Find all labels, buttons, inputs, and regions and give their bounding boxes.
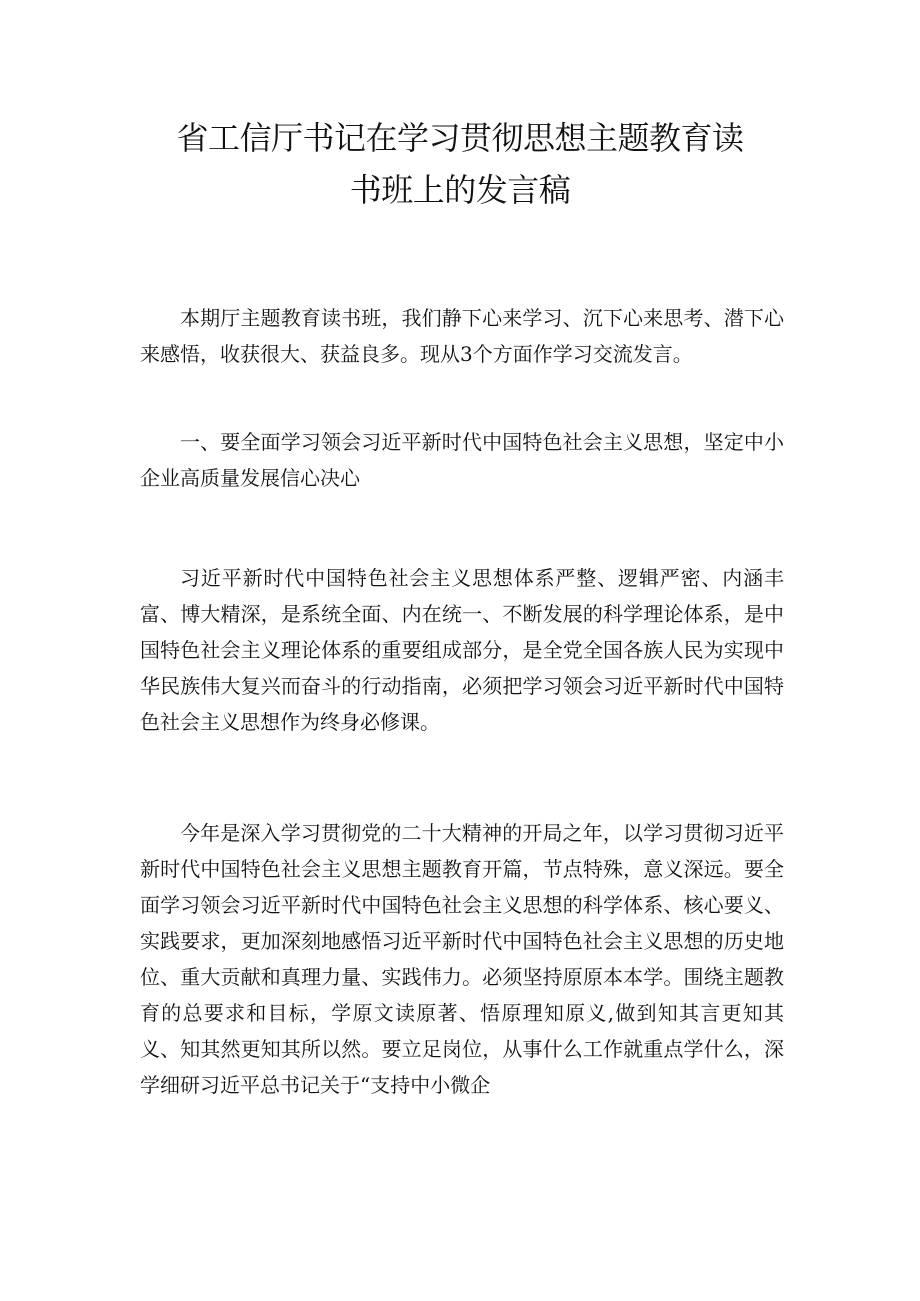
paragraph-intro: 本期厅主题教育读书班，我们静下心来学习、沉下心来思考、潜下心来感悟，收获很大、获益良多。现从3个方面作学习交流发言。 xyxy=(140,306,784,366)
section-heading-1: 一、要全面学习领会习近平新时代中国特色社会主义思想，坚定中小企业高质量发展信心决心 xyxy=(140,430,784,490)
title-line-1: 省工信厅书记在学习贯彻思想主题教育读 xyxy=(176,119,744,157)
document-title xyxy=(140,112,780,216)
title-line-2: 书班上的发言稿 xyxy=(349,171,571,209)
paragraph-body: 今年是深入学习贯彻党的二十大精神的开局之年，以学习贯彻习近平新时代中国特色社会主义思想主题教育开篇，节点特殊，意义深远。要全面学习领会习近平新时代中国特色社会主义思想的科学体系、核心要义、实践要求，更加深刻地感悟习近平新时代中国特色社会主义思想的历史地位、重大贡献和真理力量、实践伟力。必须坚持原原本本学。围绕主题教育的总要求和目标，学原文读原著、悟原理知原义,做到知其言更知其义、知其然更知其所以然。要立足岗位，从事什么工作就重点学什么，深学细研习近平总书记关于“支持中小微企 xyxy=(140,821,784,1097)
paragraph-body: 习近平新时代中国特色社会主义思想体系严整、逻辑严密、内涵丰富、博大精深，是系统全面、内在统一、不断发展的科学理论体系，是中国特色社会主义理论体系的重要组成部分，是全党全国各族人民为实现中华民族伟大复兴而奋斗的行动指南，必须把学习领会习近平新时代中国特色社会主义思想作为终身必修课。 xyxy=(140,566,784,734)
